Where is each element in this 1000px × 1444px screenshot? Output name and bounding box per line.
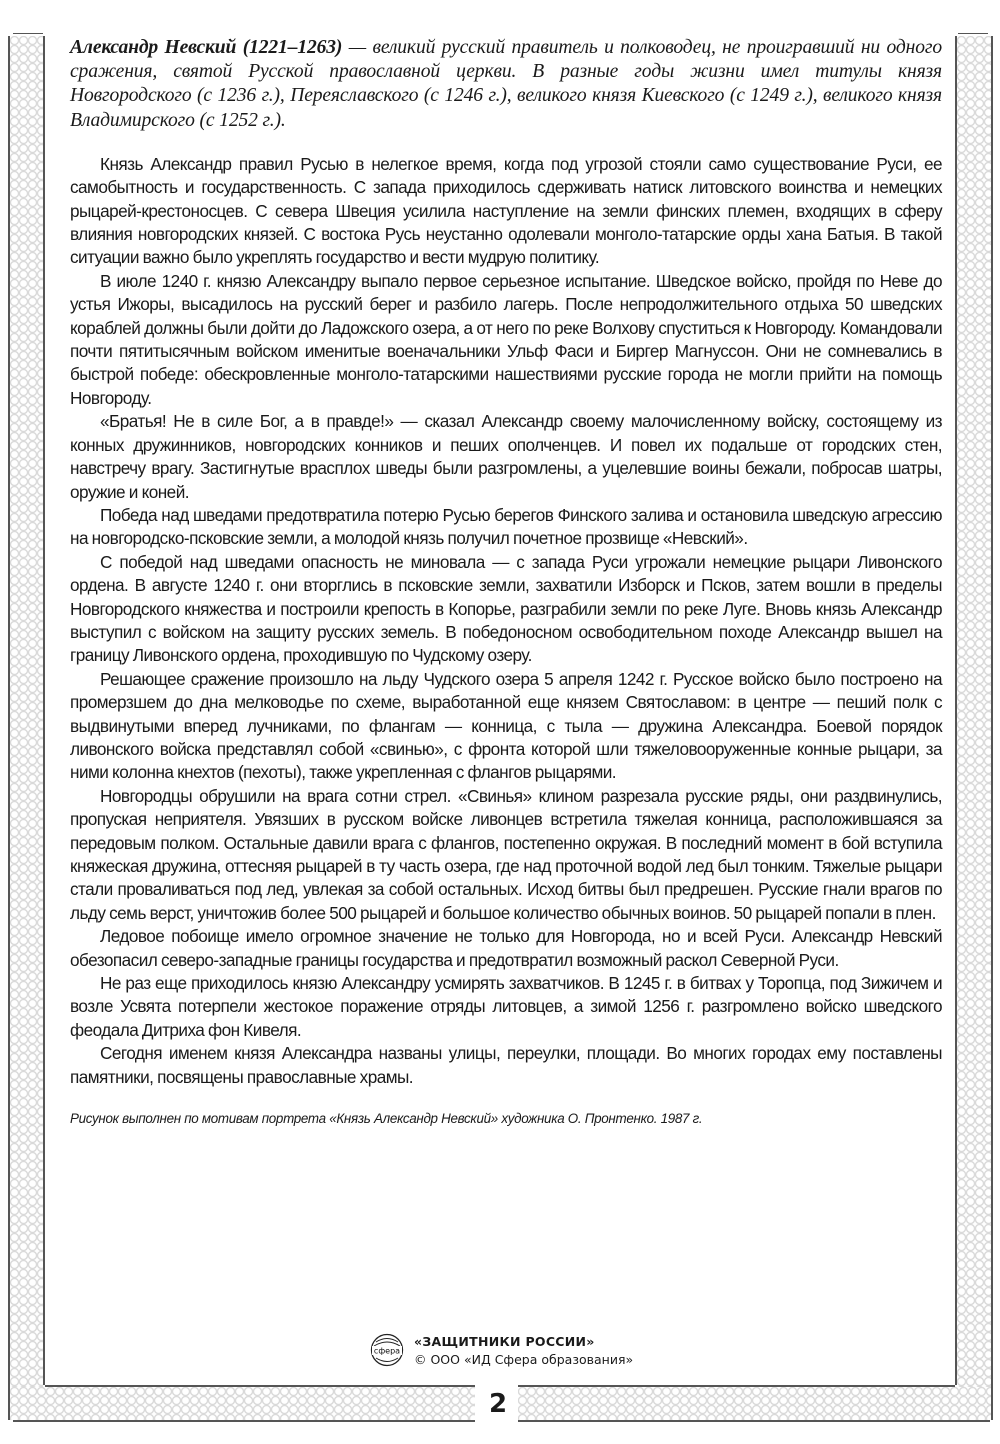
- border-line: [991, 36, 993, 1420]
- border-line: [955, 36, 957, 1385]
- paragraph: С победой над шведами опасность не миновала — с запада Руси угрожали немецкие рыцари Ливонского ордена. В августе 1240 г. они вторглись в псковские земли, захватили Изборск и Псков, затем вошли в пределы Новгородского княжества и построили крепость в Копорье, разграбили земли по реке Луге. Вновь князь Александр выступил с войском на защиту русских земель. В победоносном освободительном походе Александр вышел на границу Ливонского ордена, проходившую по Чудскому озеру.: [70, 551, 942, 666]
- paragraph: Победа над шведами предотвратила потерю Русью берегов Финского залива и остановила шведскую агрессию на новгородско-псковские земли, а молодой князь получил почетное прозвище «Невский».: [70, 504, 942, 549]
- paragraph: «Братья! Не в силе Бог, а в правде!» — сказал Александр своему малочисленному войску, состоящему из конных дружинников, новгородских конников и пеших ополченцев. И повел их подальше от городских стен, навстречу врагу. Застигнутые врасплох шведы были разгромлены, а уцелевшие воины бежали, побросав шатры, оружие и коней.: [70, 411, 942, 502]
- bottom-border-ornament-right: [518, 1387, 991, 1420]
- paragraph: Ледовое побоище имело огромное значение не только для Новгорода, но и всей Руси. Александр Невский обезопасил северо-западные границы государства и предотвратил возможный раскол Северной Руси.: [70, 926, 942, 970]
- logo-text: сфера: [373, 1346, 401, 1356]
- left-border-ornament: [10, 36, 43, 1420]
- border-line: [13, 33, 43, 34]
- paragraph: Новгородцы обрушили на врага сотни стрел. «Свинья» клином разрезала русские ряды, они раздвинулись, пропуская неприятеля. Увязших в русском войске ливонцев встретила тяжелая конница, расположившаяся за передовым полком. Остальные давили врага с флангов, постепенно окружая. В последний момент в бой вступила княжеская дружина, оттесняя рыцарей в ту часть озера, где над проточной водой лед был тонким. Тяжелые рыцари стали проваливаться под лед, увлекая за собой остальных. Исход битвы был предрешен. Русские гнали врагов по льду семь верст, уничтожив более 500 рыцарей и большое количество обычных воинов. 50 рыцарей попали в плен.: [70, 785, 942, 923]
- publisher-footer: [370, 1330, 633, 1370]
- border-line: [13, 1420, 475, 1422]
- intro-heading: Александр Невский (1221–1263): [70, 37, 343, 58]
- paragraph: В июле 1240 г. князю Александру выпало первое серьезное испытание. Шведское войско, пройдя по Неве до устья Ижоры, высадилось на русский берег и разбило лагерь. После непродолжительного отдыха 50 шведских кораблей должны были дойти до Ладожского озера, а от него по реке Волхову спуститься к Новгороду. Командовали почти пятитысячным войском именитые военачальники Ульф Фаси и Биргер Магнуссон. Они не сомневались в быстрой победе: обескровленные монголо-татарскими нашествиями русские города не могли прийти на помощь Новгороду.: [70, 270, 942, 408]
- border-line: [518, 1385, 955, 1387]
- border-line: [958, 33, 988, 34]
- page-content: [70, 36, 942, 1126]
- border-line: [43, 36, 45, 1385]
- sfera-logo-icon: [370, 1333, 404, 1367]
- series-title: «ЗАЩИТНИКИ РОССИИ»: [414, 1333, 595, 1349]
- paragraph: Не раз еще приходилось князю Александру усмирять захватчиков. В 1245 г. в битвах у Торопца, под Зижичем и возле Усвята потерпели жестокое поражение отряды литовцев, а зимой 1256 г. разгромлено войско шведского феодала Дитриха фон Кивеля.: [70, 973, 942, 1040]
- border-line: [8, 36, 10, 1420]
- page-number: 2: [488, 1389, 508, 1419]
- intro-paragraph: [70, 36, 942, 133]
- right-border-ornament: [957, 36, 991, 1420]
- publisher-copyright: © ООО «ИД Сфера образования»: [414, 1351, 634, 1367]
- illustration-caption: Рисунок выполнен по мотивам портрета «Князь Александр Невский» художника О. Пронтенко. 1987 г.: [70, 1111, 703, 1127]
- intro-text: — великий русский правитель и полководец, не проигравший ни одного сражения, святой Русской православной церкви. В разные годы жизни имел титулы князя Новгородского (с 1236 г.), Переяславского (с 1246 г.), великого князя Киевского (с 1249 г.), великого князя Владимирского (с 1252 г.).: [70, 37, 942, 131]
- border-line: [518, 1420, 990, 1422]
- paragraph: Решающее сражение произошло на льду Чудского озера 5 апреля 1242 г. Русское войско было построено на промерзшем до дна мелководье по схеме, выработанной еще князем Святославом: в центре — пеший полк с выдвинутыми вперед лучниками, по флангам — конница, с тыла — дружина Александра. Боевой порядок ливонского войска представлял собой «свинью», с фронта которой шли тяжеловооруженные конные рыцари, за ними колонна кнехтов (пехоты), также укрепленная с флангов рыцарями.: [70, 668, 942, 783]
- paragraph: Князь Александр правил Русью в нелегкое время, когда под угрозой стояли само существование Руси, ее самобытность и государственность. С запада приходилось сдерживать натиск литовского воинства и немецких рыцарей-крестоносцев. С севера Швеция усилила наступление на земли финских племен, входящих в сферу влияния новгородских князей. С востока Русь неустанно одолевали монголо-татарские орды хана Батыя. В такой ситуации важно было укреплять государство и вести мудрую политику.: [70, 153, 942, 268]
- article-body: [70, 153, 942, 1089]
- paragraph: Сегодня именем князя Александра названы улицы, переулки, площади. Во многих городах ему поставлены памятники, посвящены православные храмы.: [70, 1043, 942, 1087]
- border-line: [45, 1385, 475, 1387]
- bottom-border-ornament-left: [10, 1387, 475, 1420]
